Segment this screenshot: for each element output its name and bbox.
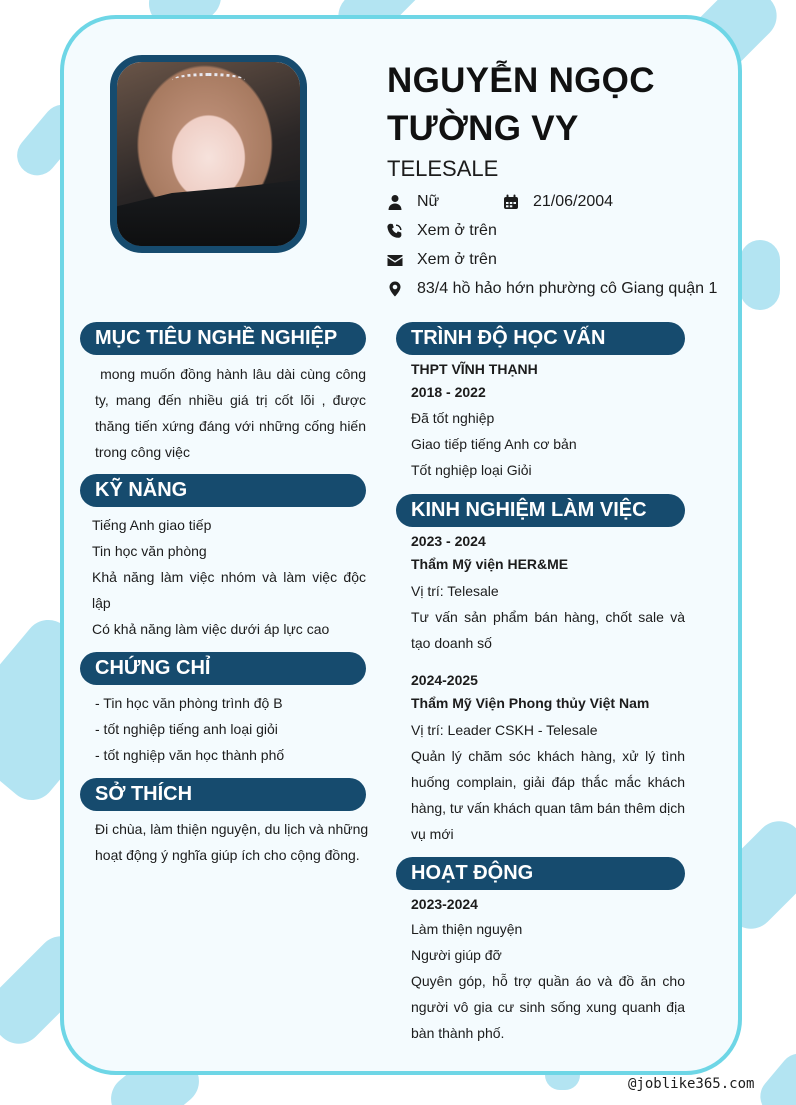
education-line: Tốt nghiệp loại Giỏi [411,462,532,478]
job-title: TELESALE [387,156,499,181]
activity-description: Quyên góp, hỗ trợ quần áo và đồ ăn cho người vô gia cư sinh sống xung quanh địa bàn thành phố. [411,973,685,1041]
email-row [387,251,497,269]
person-icon [387,194,403,210]
birthday-row [503,193,613,211]
phone-icon [387,223,403,239]
section-header-experience: KINH NGHIỆM LÀM VIỆC [396,494,685,527]
map-pin-icon [387,281,403,297]
section-header-certificates: CHỨNG CHỈ [80,652,366,685]
education-period: 2018 - 2022 [411,384,486,400]
section-header-activities: HOẠT ĐỘNG [396,857,685,890]
job-company: Thẩm Mỹ viện HER&ME [411,556,569,572]
address-value: 83/4 hồ hảo hớn phường cô Giang quận 1 [417,280,718,297]
gender-value: Nữ [417,193,440,210]
decor-stripe [740,240,780,310]
portrait-image [117,62,300,246]
section-header-objective: MỤC TIÊU NGHỀ NGHIỆP [80,322,366,355]
certificates-list [95,690,366,768]
certificate-item: - Tin học văn phòng trình độ B [95,695,283,711]
candidate-name [387,57,747,153]
education-block [411,358,685,404]
section-header-education: TRÌNH ĐỘ HỌC VẤN [396,322,685,355]
activity-line: Người giúp đỡ [411,947,502,963]
phone-row [387,222,497,240]
decor-stripe [752,1045,796,1105]
objective-value: mong muốn đồng hành lâu dài cùng công ty, mang đến nhiều giá trị cốt lõi , được thăng tiến xứng đáng với những cống hiến trong công việc [95,366,367,460]
skill-item: Tin học văn phòng [92,543,207,559]
job-period: 2024-2025 [411,672,478,688]
watermark: @joblike365.com [628,1076,755,1092]
objective-text [95,361,366,465]
job-2-header [411,669,685,715]
gender-row [387,193,439,211]
hobbies-text: Đi chùa, làm thiện nguyện, du lịch và những hoạt động ý nghĩa giúp ích cho cộng đồng. [95,821,369,863]
education-line: Đã tốt nghiệp [411,410,495,426]
skill-item: Có khả năng làm việc dưới áp lực cao [92,621,330,637]
skill-item: Tiếng Anh giao tiếp [92,517,212,533]
job-position: Vị trí: Leader CSKH - Telesale [411,722,598,738]
certificate-item: - tốt nghiệp tiếng anh loại giỏi [95,721,278,737]
name-line-2: TƯỜNG VY [387,109,579,148]
birthday-value: 21/06/2004 [533,193,614,210]
name-line-1: NGUYỄN NGỌC [387,61,655,100]
envelope-icon [387,252,403,268]
education-details [411,405,685,483]
activities-details [411,916,685,1046]
job-2-details [411,717,685,847]
job-1-header [411,530,685,576]
school-name: THPT VĨNH THẠNH [411,361,538,377]
activity-line: Làm thiện nguyện [411,921,523,937]
calendar-icon [503,194,519,210]
job-description: Tư vấn sản phẩm bán hàng, chốt sale và tạo doanh số [411,609,685,651]
job-company: Thẩm Mỹ Viện Phong thủy Việt Nam [411,695,650,711]
job-1-details [411,578,685,656]
activities-period: 2023-2024 [411,896,478,912]
profile-photo [110,55,307,253]
hair-accessory [172,73,245,88]
education-line: Giao tiếp tiếng Anh cơ bản [411,436,577,452]
clothing [117,180,300,246]
email-value: Xem ở trên [417,251,497,268]
job-position: Vị trí: Telesale [411,583,499,599]
job-description: Quản lý chăm sóc khách hàng, xử lý tình huống complain, giải đáp thắc mắc khách hàng, tư vấn khách quan tâm bán thêm dịch vụ mới [411,748,685,842]
section-header-hobbies: SỞ THÍCH [80,778,366,811]
skills-list [92,512,366,642]
certificate-item: - tốt nghiệp văn học thành phố [95,747,285,763]
activities-period-block [411,893,685,916]
skill-item: Khả năng làm việc nhóm và làm việc độc lập [92,569,366,611]
address-row [387,280,717,298]
section-header-skills: KỸ NĂNG [80,474,366,507]
phone-value: Xem ở trên [417,222,497,239]
job-period: 2023 - 2024 [411,533,486,549]
